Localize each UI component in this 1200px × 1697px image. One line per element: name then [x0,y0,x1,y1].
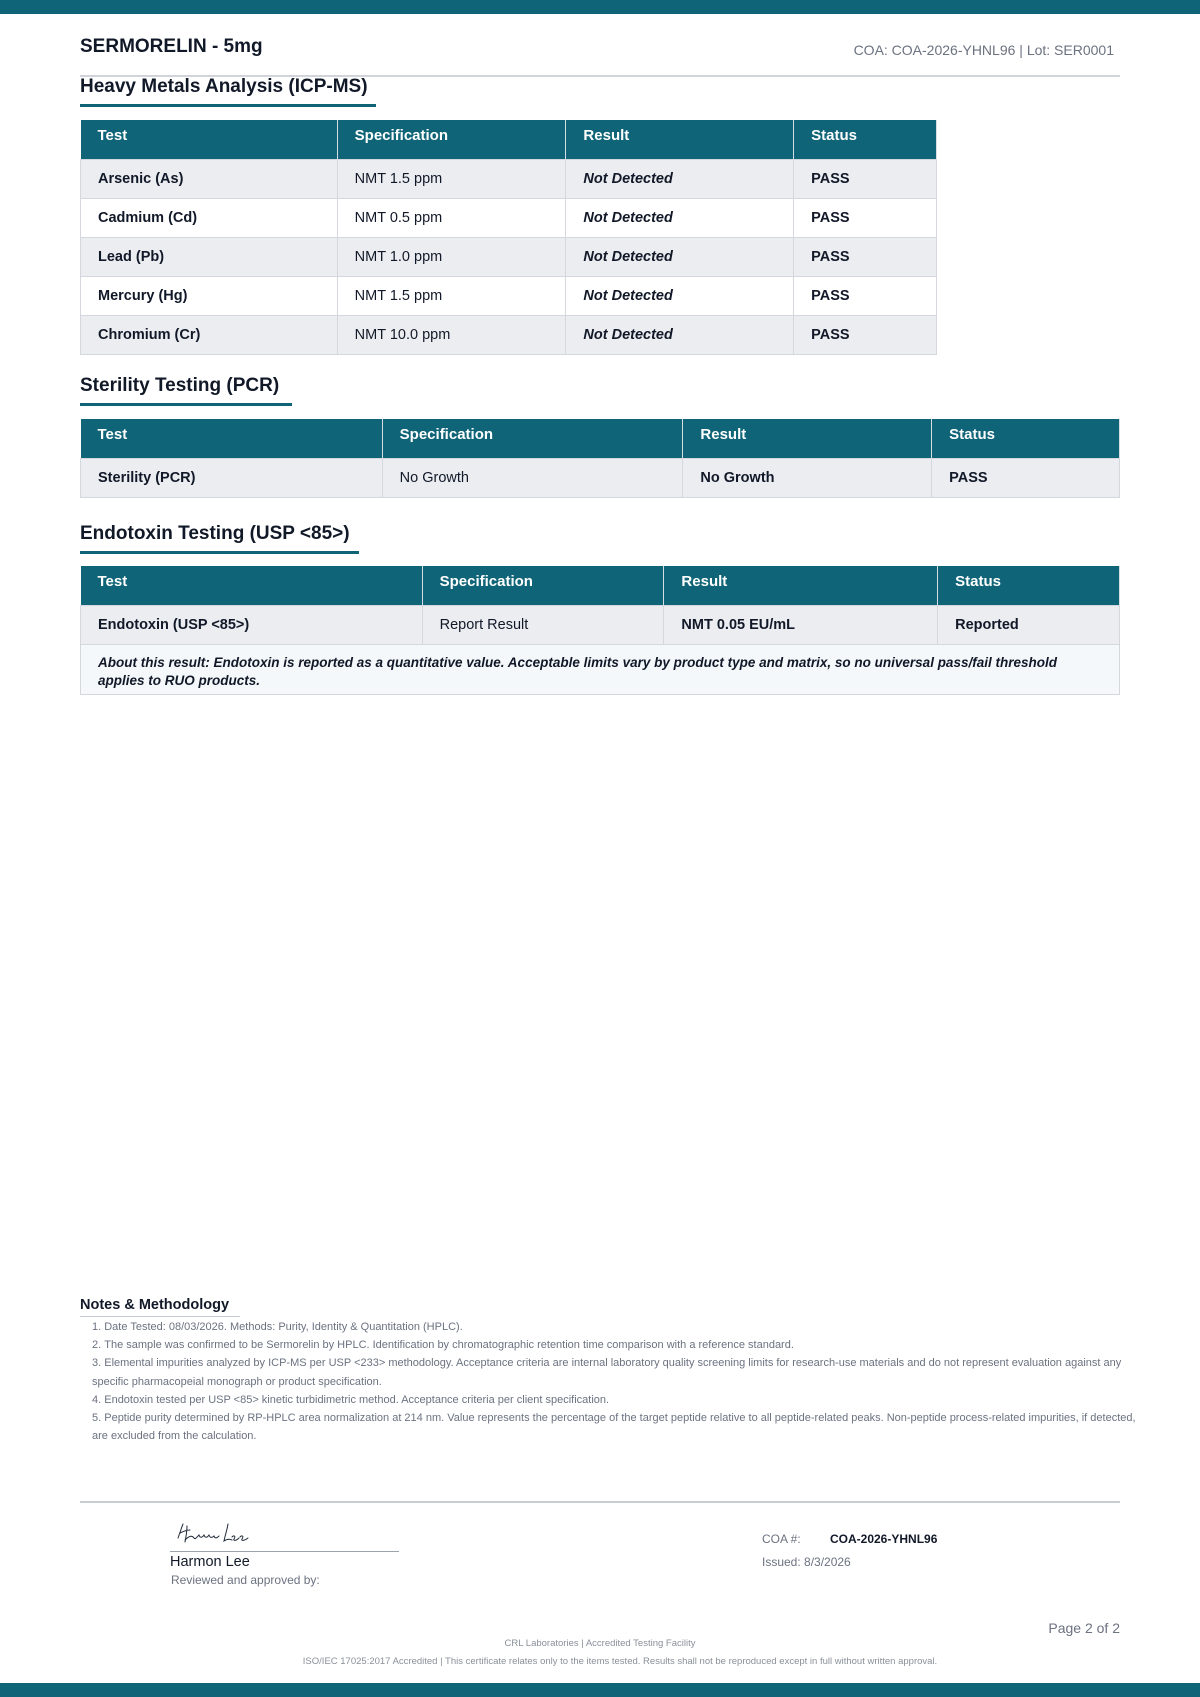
column-header-specification: Specification [382,419,683,458]
signoff-divider [80,1501,1120,1503]
specification: NMT 10.0 ppm [337,315,566,354]
endotoxin-note: About this result: Endotoxin is reported as a quantitative value. Acceptable limits vary by product type and matrix, so no universal pass/fail threshold applies to RUO products. [81,644,1120,694]
test-name: Lead (Pb) [81,237,338,276]
result: NMT 0.05 EU/mL [664,605,938,644]
table-row [81,276,937,315]
signature-line [170,1551,399,1552]
table-row [81,458,1120,497]
column-header-specification: Specification [337,120,566,159]
test-name: Cadmium (Cd) [81,198,338,237]
heavy-metals-title: Heavy Metals Analysis (ICP-MS) [80,76,376,107]
table-header-row [81,419,1120,458]
status-pass: PASS [794,159,937,198]
notes-list [80,1318,1147,1445]
note-row [81,644,1120,694]
table-row [81,605,1120,644]
column-header-status: Status [938,566,1120,605]
table-row [81,315,937,354]
column-header-result: Result [566,120,794,159]
footer-disclaimer: ISO/IEC 17025:2017 Accredited | This certificate relates only to the items tested. Results shall not be reproduced except in full without written approval. [302,1656,938,1667]
coa-number-label: COA #: [762,1532,801,1546]
note-item: 1. Date Tested: 08/03/2026. Methods: Purity, Identity & Quantitation (HPLC). [92,1318,1147,1336]
test-name: Endotoxin (USP <85>) [81,605,423,644]
coa-number-value: COA-2026-YHNL96 [830,1532,938,1546]
column-header-status: Status [794,120,937,159]
signer-name: Harmon Lee [170,1554,250,1570]
status-pass: PASS [794,237,937,276]
coa-lot-info: COA: COA-2026-YHNL96 | Lot: SER0001 [853,42,1114,58]
note-item: 5. Peptide purity determined by RP-HPLC area normalization at 214 nm. Value represents the percentage of the target peptide relative to all peptide-related peaks. Non-peptide process-related impurities, if detected, are excluded from the calculation. [92,1409,1147,1445]
specification: NMT 1.5 ppm [337,159,566,198]
note-item: 4. Endotoxin tested per USP <85> kinetic turbidimetric method. Acceptance criteria per client specification. [92,1391,1147,1409]
status-pass: PASS [794,315,937,354]
table-header-row [81,566,1120,605]
specification: Report Result [422,605,664,644]
table-row [81,159,937,198]
result: Not Detected [566,198,794,237]
result: No Growth [683,458,932,497]
column-header-test: Test [81,419,383,458]
endotoxin-title: Endotoxin Testing (USP <85>) [80,523,359,554]
reviewed-label: Reviewed and approved by: [171,1573,320,1587]
note-item: 3. Elemental impurities analyzed by ICP-MS per USP <233> methodology. Acceptance criteria are internal laboratory quality screening limits for research-use materials and do not represent evaluation against any specific pharmacopeial monograph or product specification. [92,1354,1147,1390]
table-row [81,198,937,237]
column-header-result: Result [683,419,932,458]
status-pass: PASS [794,198,937,237]
issued-date: Issued: 8/3/2026 [762,1555,851,1569]
result: Not Detected [566,276,794,315]
result: Not Detected [566,159,794,198]
column-header-status: Status [932,419,1120,458]
column-header-specification: Specification [422,566,664,605]
sterility-title: Sterility Testing (PCR) [80,375,292,406]
column-header-test: Test [81,120,338,159]
specification: NMT 0.5 ppm [337,198,566,237]
test-name: Mercury (Hg) [81,276,338,315]
handwritten-signature [172,1518,252,1548]
specification: No Growth [382,458,683,497]
column-header-result: Result [664,566,938,605]
specification: NMT 1.0 ppm [337,237,566,276]
product-title: SERMORELIN - 5mg [80,36,263,57]
test-name: Arsenic (As) [81,159,338,198]
table-row [81,237,937,276]
status-reported: Reported [938,605,1120,644]
test-name: Sterility (PCR) [81,458,383,497]
result: Not Detected [566,237,794,276]
status-pass: PASS [932,458,1120,497]
page-header [80,0,1120,77]
note-item: 2. The sample was confirmed to be Sermorelin by HPLC. Identification by chromatographic retention time comparison with a reference standard. [92,1336,1147,1354]
table-header-row [81,120,937,159]
footer-lab: CRL Laboratories | Accredited Testing Facility [504,1638,696,1649]
status-pass: PASS [794,276,937,315]
bottom-accent-bar [0,1683,1200,1697]
endotoxin-table [80,566,1120,695]
result: Not Detected [566,315,794,354]
notes-title: Notes & Methodology [80,1297,240,1317]
test-name: Chromium (Cr) [81,315,338,354]
column-header-test: Test [81,566,423,605]
page-number: Page 2 of 2 [1048,1620,1120,1636]
sterility-table [80,419,1120,498]
heavy-metals-table [80,120,937,355]
specification: NMT 1.5 ppm [337,276,566,315]
